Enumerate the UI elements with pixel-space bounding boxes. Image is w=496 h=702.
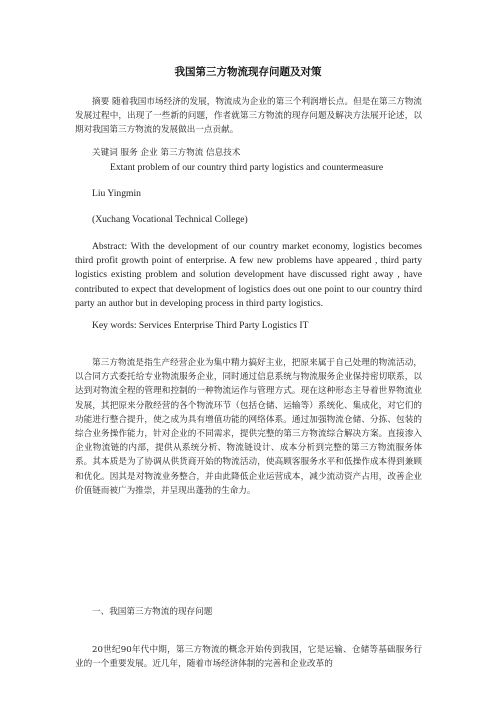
intro-paragraph: 第三方物流是指生产经营企业为集中精力搞好主业，把原来属于自己处理的物流活动，以合同方式委托给专业物流服务企业，同时通过信息系统与物流服务企业保持密切联系，以达到对物流全程的管理和控制的一种物流运作与管理方式。现在这种形态主导着世界物流业发展，其把原来分散经营的各个物流环节（包括仓储、运输等）系统化、集成化，对它们的功能进行整合提升，使之成为具有增值功能的网络体系。通过加强物流仓储、分拣、包装的综合业务操作能力，针对企业的不同需求，提供完整的第三方物流综合解决方案。直接渗入企业物流链的内部，提供从系统分析、物流链设计、成本分析到完整的第三方物流服务体系。其本质是为了协调从供货商开始的物流活动，使高顾客服务水平和低操作成本得到兼顾和优化。因其是对物流业务整合，并由此降低企业运营成本，减少流动资产占用，改善企业价值链而被广为推崇，并呈现出蓬勃的生命力。 [75,358,422,496]
section-heading: 一、我国第三方物流的现存问题 [92,607,213,617]
author-name: Liu Yingmin [92,188,141,199]
page-title: 我国第三方物流现存问题及对策 [174,66,322,78]
author-affiliation: (Xuchang Vocational Technical College) [92,214,248,225]
abstract-en: Abstract: With the development of our country market economy, logistics becomes third profit growth point of enterprise. A few new problems have appeared , third party logistics existing problem and solution development have discussed right away , have contributed to expect that development of logistics does out one point to our country third party an author but in developing process in third party logistics. [75,241,422,309]
keywords-cn: 关键词 服务 企业 第三方物流 信息技术 [92,148,241,158]
abstract-cn: 摘要 随着我国市场经济的发展，物流成为企业的第三个利润增长点。但是在第三方物流发展过程中，出现了一些新的问题，作者就第三方物流的现存问题及解决方法展开论述，以期对我国第三方物流的发展做出一点贡献。 [75,97,422,136]
keywords-en: Key words: Services Enterprise Third Party Logistics IT [92,320,309,331]
section-paragraph: 20世纪90年代中期，第三方物流的概念开始传到我国，它是运输、仓储等基础服务行业的一个重要发展。近几年，随着市场经济体制的完善和企业改革的 [75,645,422,670]
english-title: Extant problem of our country third party logistics and countermeasure [110,162,384,173]
